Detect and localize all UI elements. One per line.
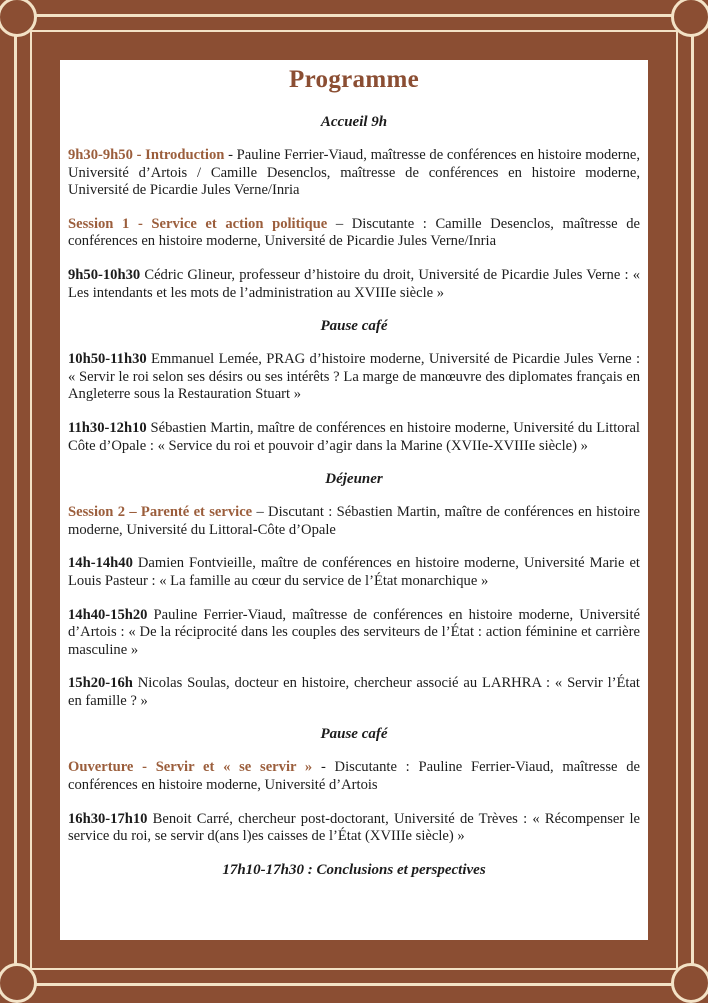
session2-item (68, 504, 640, 539)
session1-text: – Discutante : Camille Desenclos, maîtresse de conférences en histoire moderne, Université de Picardie Jules Verne/Inria (68, 215, 641, 250)
session1-item (68, 216, 640, 251)
intro-text: - Pauline Ferrier-Viaud, maîtresse de conférences en histoire moderne, Université d’Artois / Camille Desenclos, maîtresse de conférences en histoire moderne, Université de Picardie Jules Verne/Inria (68, 147, 640, 199)
page-title: Programme (289, 66, 419, 93)
accueil-heading: Accueil 9h (320, 114, 388, 130)
ouverture-label: Ouverture - Servir et « se servir » (68, 759, 313, 776)
ouverture-item (68, 759, 640, 794)
talk-item (68, 675, 640, 710)
session2-label: Session 2 – Parenté et service (68, 504, 253, 521)
talk-text: Benoit Carré, chercheur post-doctorant, Université de Trèves : « Récompenser le service du roi, se servir d(ans l)es caisses de l’État (XVIIIe siècle) » (68, 810, 640, 845)
talk-text: Sébastien Martin, maître de conférences en histoire moderne, Université du Littoral Côte d’Opale : « Service du roi et pouvoir d’agir dans la Marine (XVIIe-XVIIIe siècle) » (68, 419, 640, 454)
intro-item (68, 147, 640, 200)
talk-time: 9h50-10h30 (68, 266, 141, 283)
pause-heading: Pause café (320, 726, 388, 743)
talk-text: Damien Fontvieille, maître de conférences en histoire moderne, Université Marie et Louis Pasteur : « La famille au cœur du service de l’État monarchique » (68, 555, 640, 589)
intro-label: 9h30-9h50 - Introduction (68, 147, 225, 163)
talk-time: 14h-14h40 (68, 555, 133, 572)
talk-time: 16h30-17h10 (68, 810, 148, 827)
session2-text: – Discutant : Sébastien Martin, maître de conférences en histoire moderne, Université du Littoral-Côte d’Opale (68, 504, 641, 538)
talk-item (68, 420, 640, 455)
talk-item (68, 607, 640, 660)
talk-item (68, 351, 640, 404)
talk-time: 11h30-12h10 (68, 419, 147, 436)
talk-item (68, 811, 640, 846)
pause-heading: Pause café (320, 318, 388, 335)
talk-text: Cédric Glineur, professeur d’histoire du droit, Université de Picardie Jules Verne : « Les intendants et les mots de l’administration au XVIIIe siècle » (68, 266, 640, 301)
dejeuner-heading: Déjeuner (325, 471, 383, 488)
talk-text: Nicolas Soulas, docteur en histoire, chercheur associé au LARHRA : « Servir l’État en famille ? » (68, 675, 640, 709)
talk-text: Pauline Ferrier-Viaud, maîtresse de conférences en histoire moderne, Université d’Artois : « De la réciprocité dans les couples des serviteurs de l’État : action féminine et carrière masculine » (68, 606, 640, 658)
ouverture-text: - Discutante : Pauline Ferrier-Viaud, maîtresse de conférences en histoire moderne, Université d’Artois (68, 759, 640, 794)
talk-item (68, 267, 640, 302)
talk-time: 14h40-15h20 (68, 606, 148, 623)
session1-label: Session 1 - Service et action politique (68, 215, 328, 232)
talk-time: 10h50-11h30 (68, 351, 147, 368)
conclusion-heading: 17h10-17h30 : Conclusions et perspectives (222, 861, 486, 878)
talk-item (68, 555, 640, 590)
talk-time: 15h20-16h (68, 675, 133, 692)
programme-page (60, 60, 648, 940)
talk-text: Emmanuel Lemée, PRAG d’histoire moderne, Université de Picardie Jules Verne : « Servir le roi selon ses désirs ou ses intérêts ? La marge de manœuvre des diplomates français en Angleterre sous la Restauration Stuart » (68, 351, 640, 403)
